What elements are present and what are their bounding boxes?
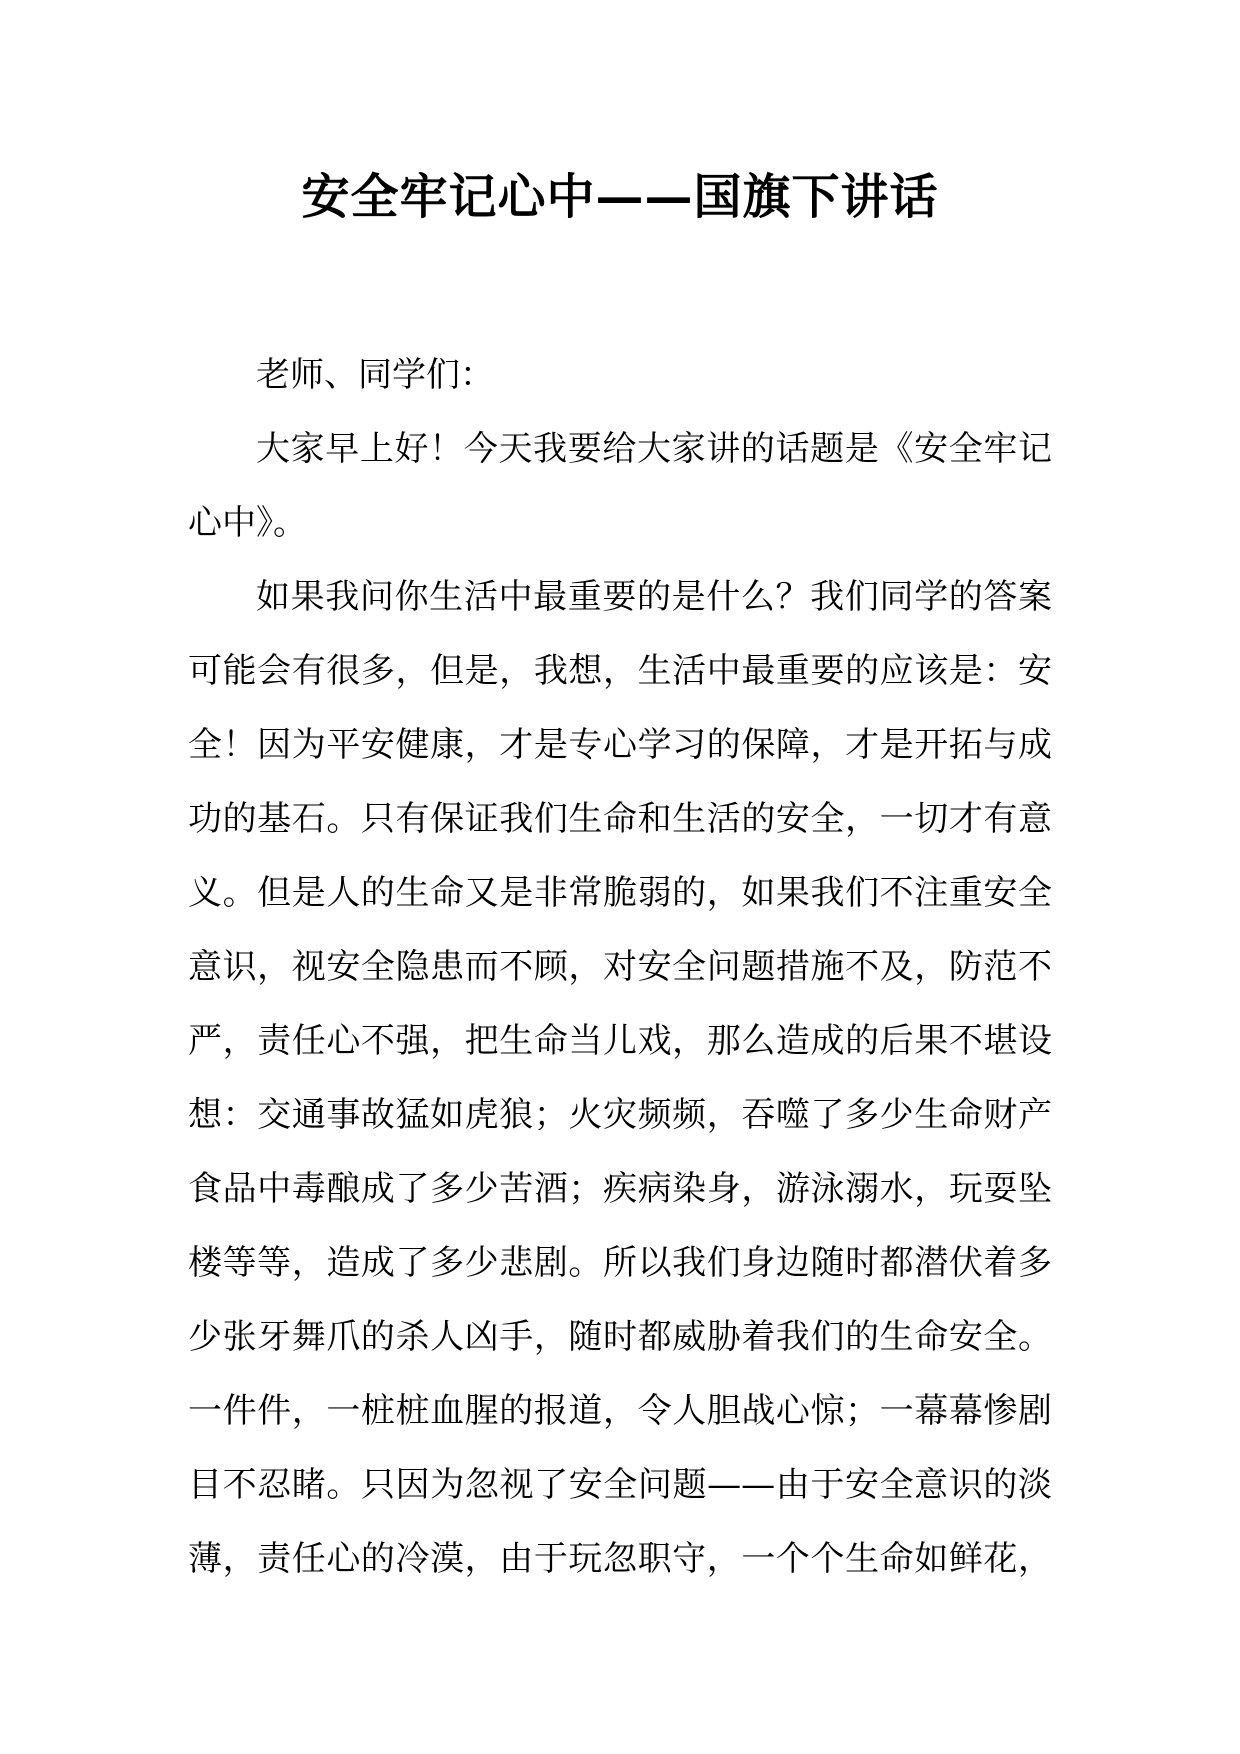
paragraph-line: 严，责任心不强，把生命当儿戏，那么造成的后果不堪设	[188, 1021, 1052, 1061]
paragraph-line: 意识，视安全隐患而不顾，对安全问题措施不及，防范不	[188, 947, 1052, 987]
paragraph-line: 少张牙舞爪的杀人凶手，随时都威胁着我们的生命安全。	[188, 1317, 1052, 1357]
paragraph-line: 如果我问你生活中最重要的是什么？我们同学的答案	[256, 577, 1052, 617]
paragraph-line: 心中》。	[188, 503, 307, 543]
paragraph-line: 薄，责任心的冷漠，由于玩忽职守，一个个生命如鲜花，	[188, 1539, 1052, 1579]
paragraph-line: 想：交通事故猛如虎狼；火灾频频，吞噬了多少生命财产	[188, 1095, 1052, 1135]
paragraph-line: 老师、同学们：	[256, 355, 494, 395]
document-title: 安全牢记心中——国旗下讲话	[301, 169, 939, 225]
paragraph-line: 食品中毒酿成了多少苦酒；疾病染身，游泳溺水，玩耍坠	[188, 1169, 1052, 1209]
document-body	[188, 338, 1052, 1596]
paragraph-line: 可能会有很多，但是，我想，生活中最重要的应该是：安	[188, 651, 1052, 691]
paragraph-line: 全！因为平安健康，才是专心学习的保障，才是开拓与成	[188, 725, 1052, 765]
paragraph-line: 楼等等，造成了多少悲剧。所以我们身边随时都潜伏着多	[188, 1243, 1052, 1283]
paragraph-line: 功的基石。只有保证我们生命和生活的安全，一切才有意	[188, 799, 1052, 839]
paragraph-line: 一件件，一桩桩血腥的报道，令人胆战心惊；一幕幕惨剧	[188, 1391, 1052, 1431]
paragraph-line: 义。但是人的生命又是非常脆弱的，如果我们不注重安全	[188, 873, 1052, 913]
paragraph-line: 目不忍睹。只因为忽视了安全问题——由于安全意识的淡	[188, 1465, 1052, 1505]
paragraph-line: 大家早上好！今天我要给大家讲的话题是《安全牢记	[256, 429, 1052, 469]
